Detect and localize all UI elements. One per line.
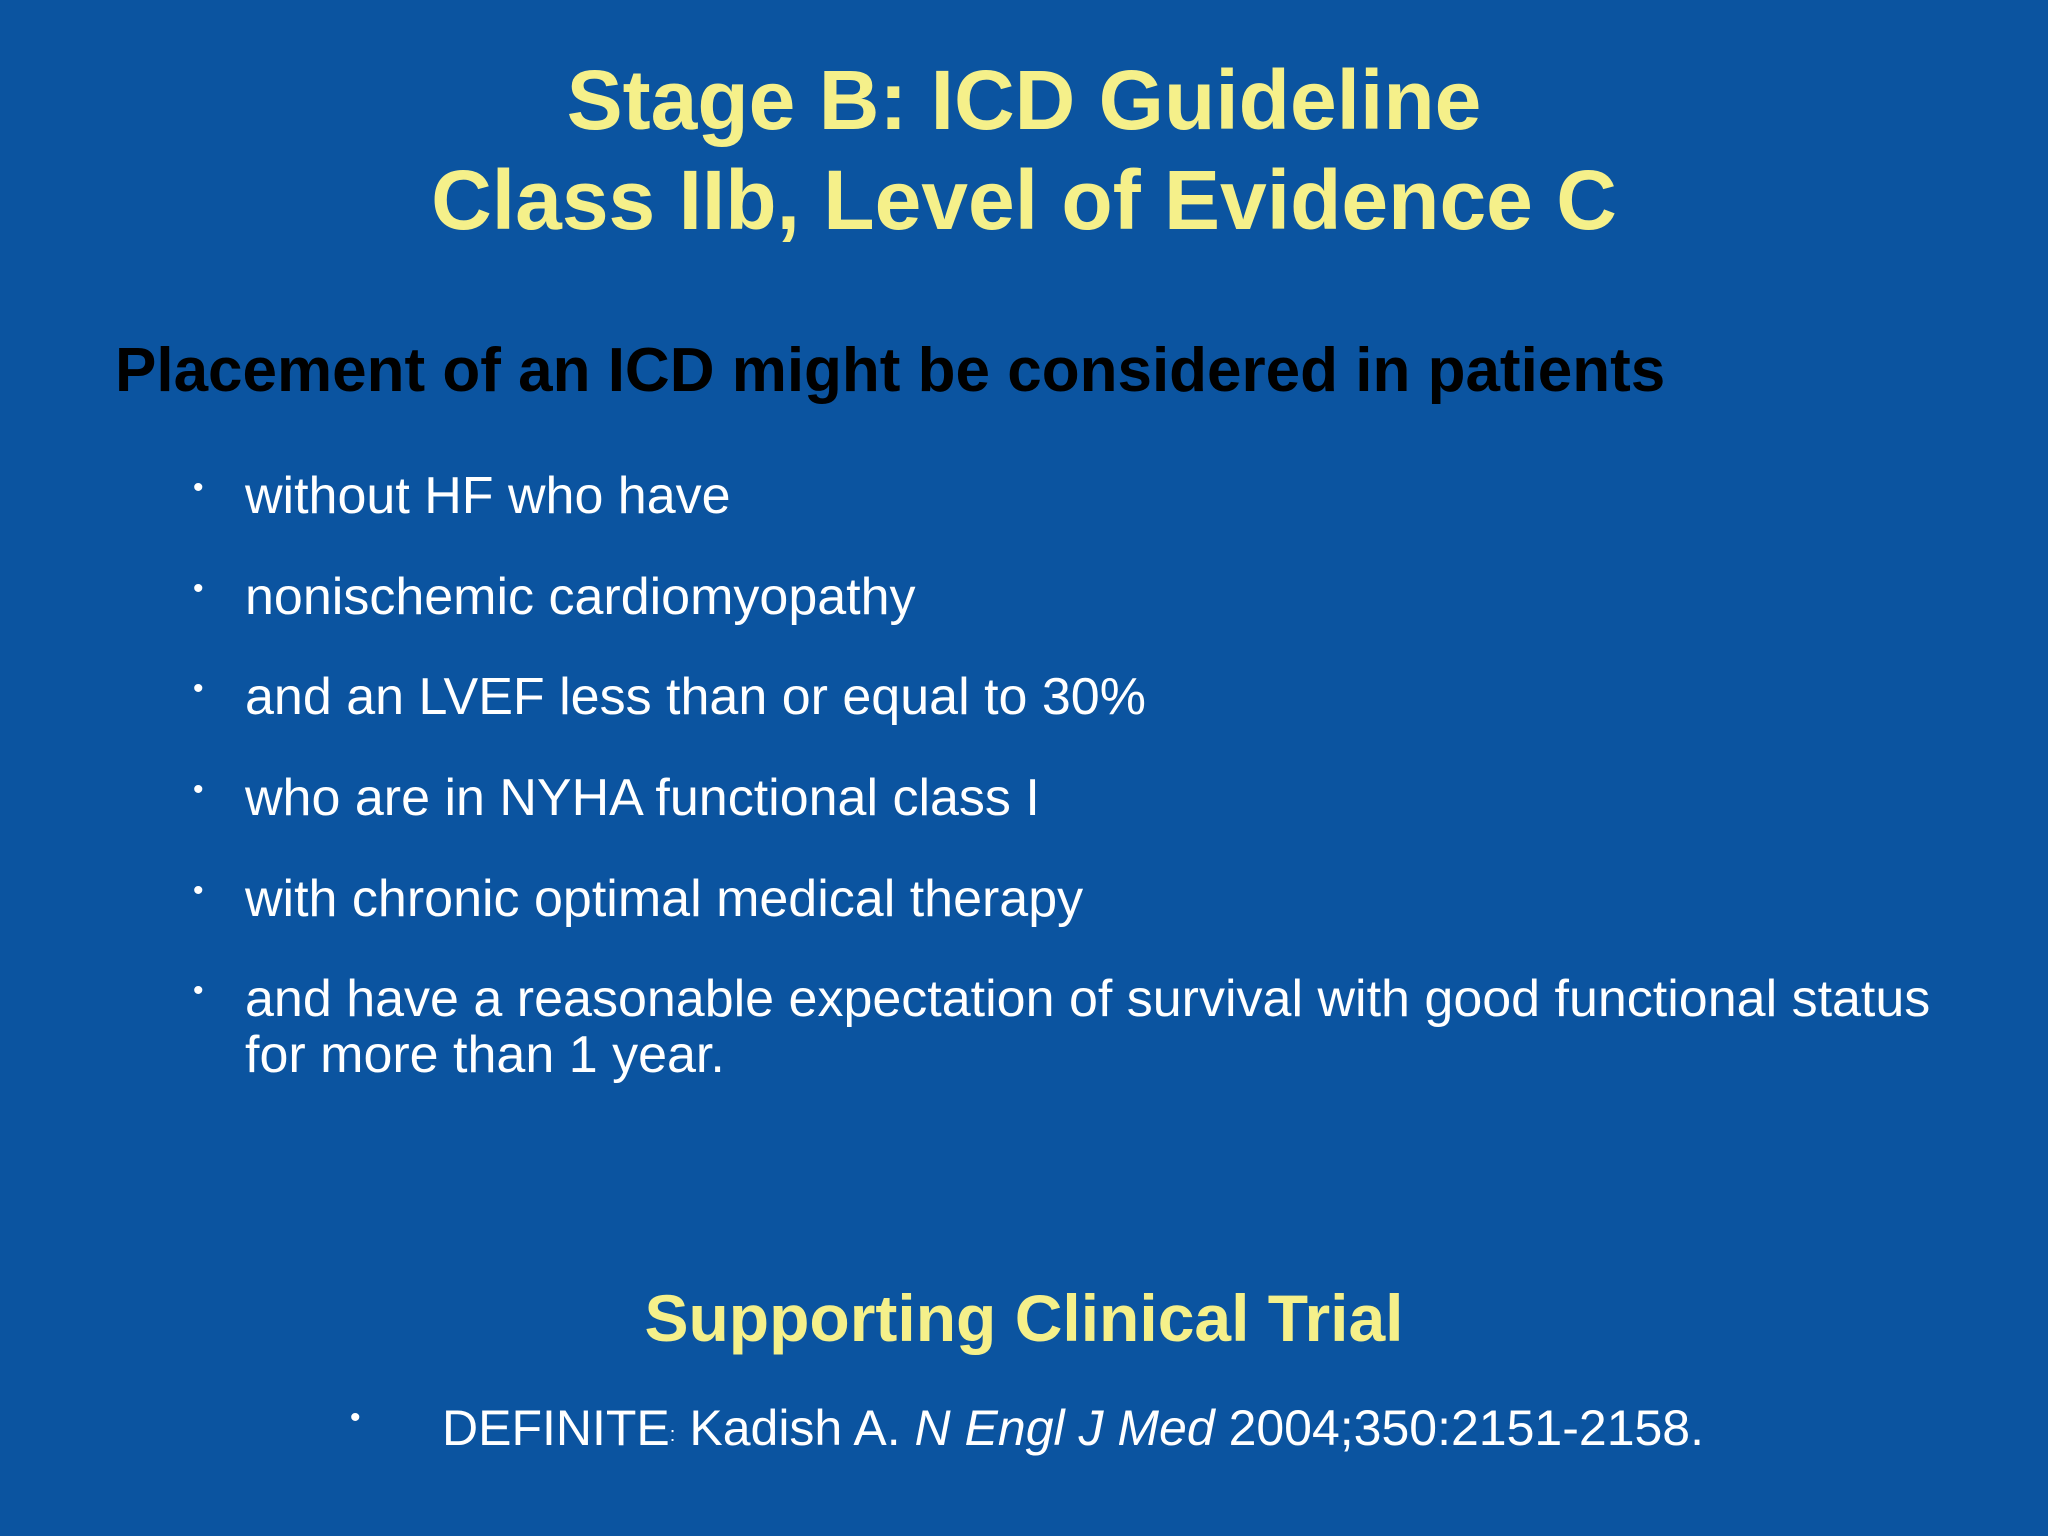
bullet-icon: •: [193, 471, 204, 504]
supporting-trial-heading: Supporting Clinical Trial: [644, 1281, 1404, 1355]
list-item-text: nonischemic cardiomyopathy: [245, 568, 916, 626]
citation-author: Kadish A.: [689, 1400, 901, 1456]
bullet-icon: •: [193, 974, 204, 1007]
citation-journal: N Engl J Med: [914, 1400, 1215, 1456]
slide-title-line-1: Stage B: ICD Guideline: [566, 53, 1482, 147]
bullet-icon: •: [193, 773, 204, 806]
slide-title-line-2: Class IIb, Level of Evidence C: [431, 153, 1617, 247]
bullet-icon: •: [193, 672, 204, 705]
intro-statement: Placement of an ICD might be considered in patients: [115, 336, 1666, 405]
list-item-text: who are in NYHA functional class I: [245, 769, 1040, 827]
citation-colon: :: [669, 1424, 676, 1446]
trial-citation: [0, 1398, 2048, 1462]
list-item-text: without HF who have: [245, 467, 731, 525]
list-item-text: and have a reasonable expectation of survival with good functional status for more than 1 year.: [245, 970, 1931, 1084]
bullet-icon: •: [193, 572, 204, 605]
list-item-text: and an LVEF less than or equal to 30%: [245, 668, 1146, 726]
list-item-text: with chronic optimal medical therapy: [245, 870, 1084, 928]
citation-reference: 2004;350:2151-2158.: [1228, 1400, 1705, 1456]
bullet-icon: •: [193, 874, 204, 907]
trial-name: DEFINITE: [442, 1400, 670, 1456]
bullet-icon: •: [350, 1401, 361, 1434]
citation-line: [442, 1398, 1704, 1465]
